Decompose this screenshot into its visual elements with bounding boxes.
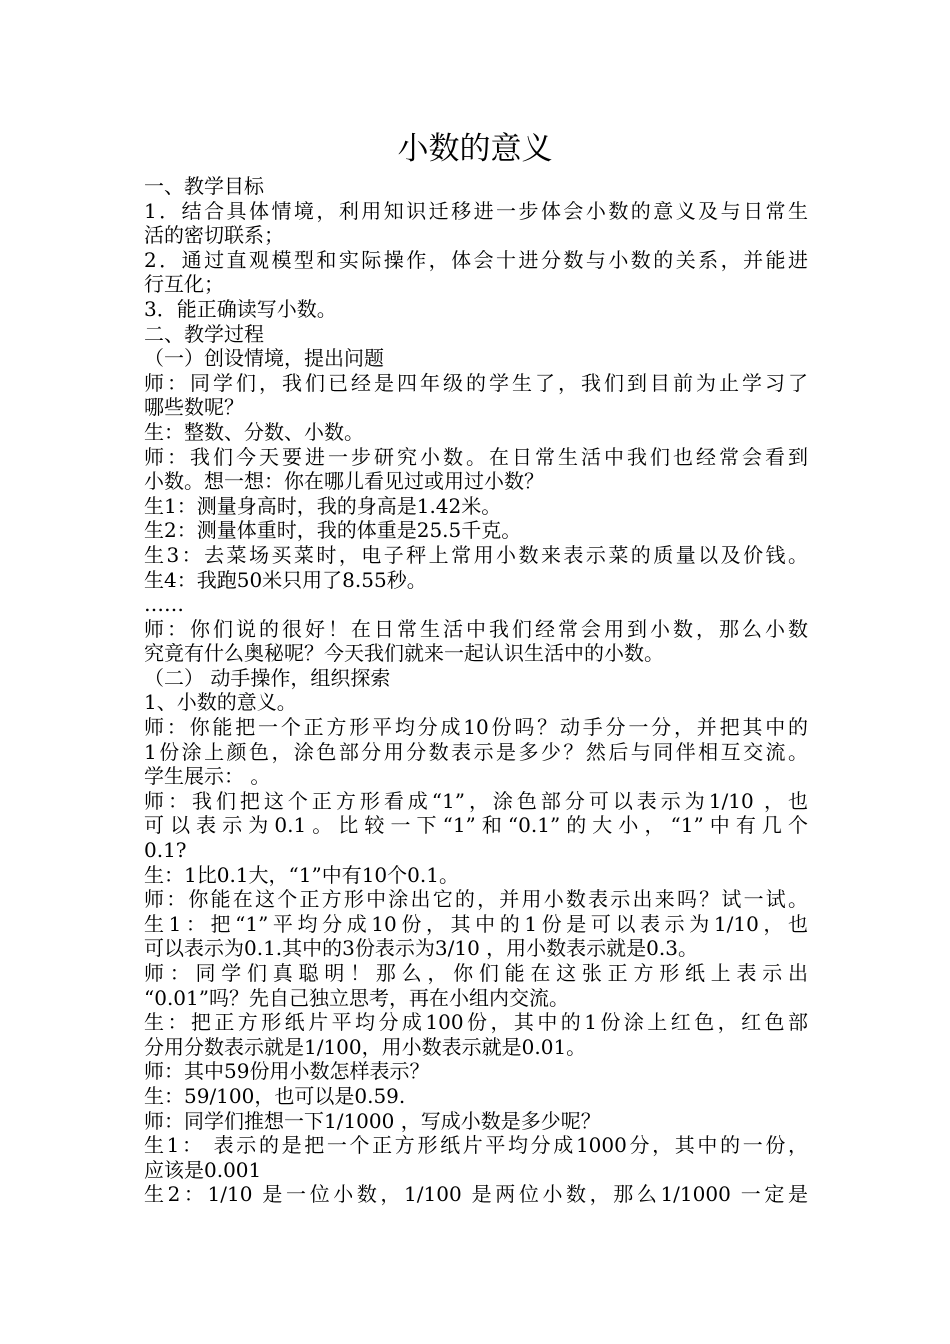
text-line: 生2：1/10 是一位小数，1/100 是两位小数，那么1/1000 一定是 [144, 1182, 808, 1207]
text-line: 活的密切联系； [144, 223, 284, 248]
text-line: 生2：测量体重时，我的体重是25.5千克。 [144, 518, 522, 543]
text-line: 生4：我跑50米只用了8.55秒。 [144, 567, 427, 592]
text-line: …… [144, 592, 184, 617]
text-line: 行互化； [144, 272, 224, 297]
text-line: 分用分数表示就是1/100，用小数表示就是0.01。 [144, 1034, 587, 1059]
text-line: 一、教学目标 [144, 174, 264, 198]
text-line: 师：你能在这个正方形中涂出它的，并用小数表示出来吗？试一试。 [144, 887, 808, 912]
text-line: 生1： 表示的是把一个正方形纸片平均分成1000分，其中的一份， [144, 1133, 808, 1158]
text-line: 小数。想一想：你在哪儿看见过或用过小数？ [144, 469, 544, 494]
text-line: 生：整数、分数、小数。 [144, 419, 364, 444]
text-line: 3．能正确读写小数。 [144, 296, 337, 321]
text-line: 师：你们说的很好！在日常生活中我们经常会用到小数，那么小数 [144, 616, 808, 641]
text-line: 师：其中59份用小数怎样表示？ [144, 1059, 430, 1084]
document-title: 小数的意义 [397, 131, 553, 167]
text-line: 学生展示： 。 [144, 764, 271, 789]
text-line: 1份涂上颜色，涂色部分用分数表示是多少？然后与同伴相互交流。 [144, 739, 808, 764]
text-line: 2．通过直观模型和实际操作，体会十进分数与小数的关系，并能进 [144, 247, 808, 272]
text-line: 生1：把“1”平均分成10份，其中的1份是可以表示为1/10，也 [144, 911, 808, 936]
text-line: （一）创设情境，提出问题 [144, 346, 384, 371]
text-line: 0.1? [144, 838, 187, 863]
text-line: 可以表示为0.1.其中的3份表示为3/10 ，用小数表示就是0.3。 [144, 936, 698, 961]
text-line: （二） 动手操作，组织探索 [144, 665, 391, 690]
text-line: 师：我们把这个正方形看成“1”，涂色部分可以表示为1/10 ，也 [144, 788, 808, 813]
text-line: 师：我们今天要进一步研究小数。在日常生活中我们也经常会看到 [144, 444, 808, 469]
text-line: 师：同学们真聪明！那么，你们能在这张正方形纸上表示出 [144, 961, 808, 985]
text-line: 二、教学过程 [144, 321, 264, 346]
text-line: 师：你能把一个正方形平均分成10份吗？动手分一分，并把其中的 [144, 715, 808, 740]
text-line: 1．结合具体情境，利用知识迁移进一步体会小数的意义及与日常生 [144, 198, 808, 223]
text-line: 师：同学们推想一下1/1000 ，写成小数是多少呢？ [144, 1108, 601, 1133]
text-line: 生1：测量身高时，我的身高是1.42米。 [144, 493, 502, 518]
text-line: 可以表示为0.1。比较一下“1”和“0.1”的大小，“1”中有几个 [144, 813, 808, 838]
text-line: 生3：去菜场买菜时，电子秤上常用小数来表示菜的质量以及价钱。 [144, 542, 808, 567]
text-line: 生：59/100，也可以是0.59. [144, 1083, 406, 1108]
text-line: 应该是0.001 [144, 1157, 262, 1182]
text-line: 哪些数呢？ [144, 395, 244, 420]
text-line: 究竟有什么奥秘呢？今天我们就来一起认识生活中的小数。 [144, 641, 664, 666]
text-line: 师：同学们，我们已经是四年级的学生了，我们到目前为止学习了 [144, 370, 808, 395]
text-line: 1、小数的意义。 [144, 690, 297, 715]
text-line: 生：1比0.1大，“1”中有10个0.1。 [144, 862, 459, 887]
text-line: 生：把正方形纸片平均分成100份，其中的1份涂上红色，红色部 [144, 1010, 808, 1035]
document-body [144, 174, 808, 1207]
text-line: “0.01”吗？先自己独立思考，再在小组内交流。 [144, 985, 569, 1010]
